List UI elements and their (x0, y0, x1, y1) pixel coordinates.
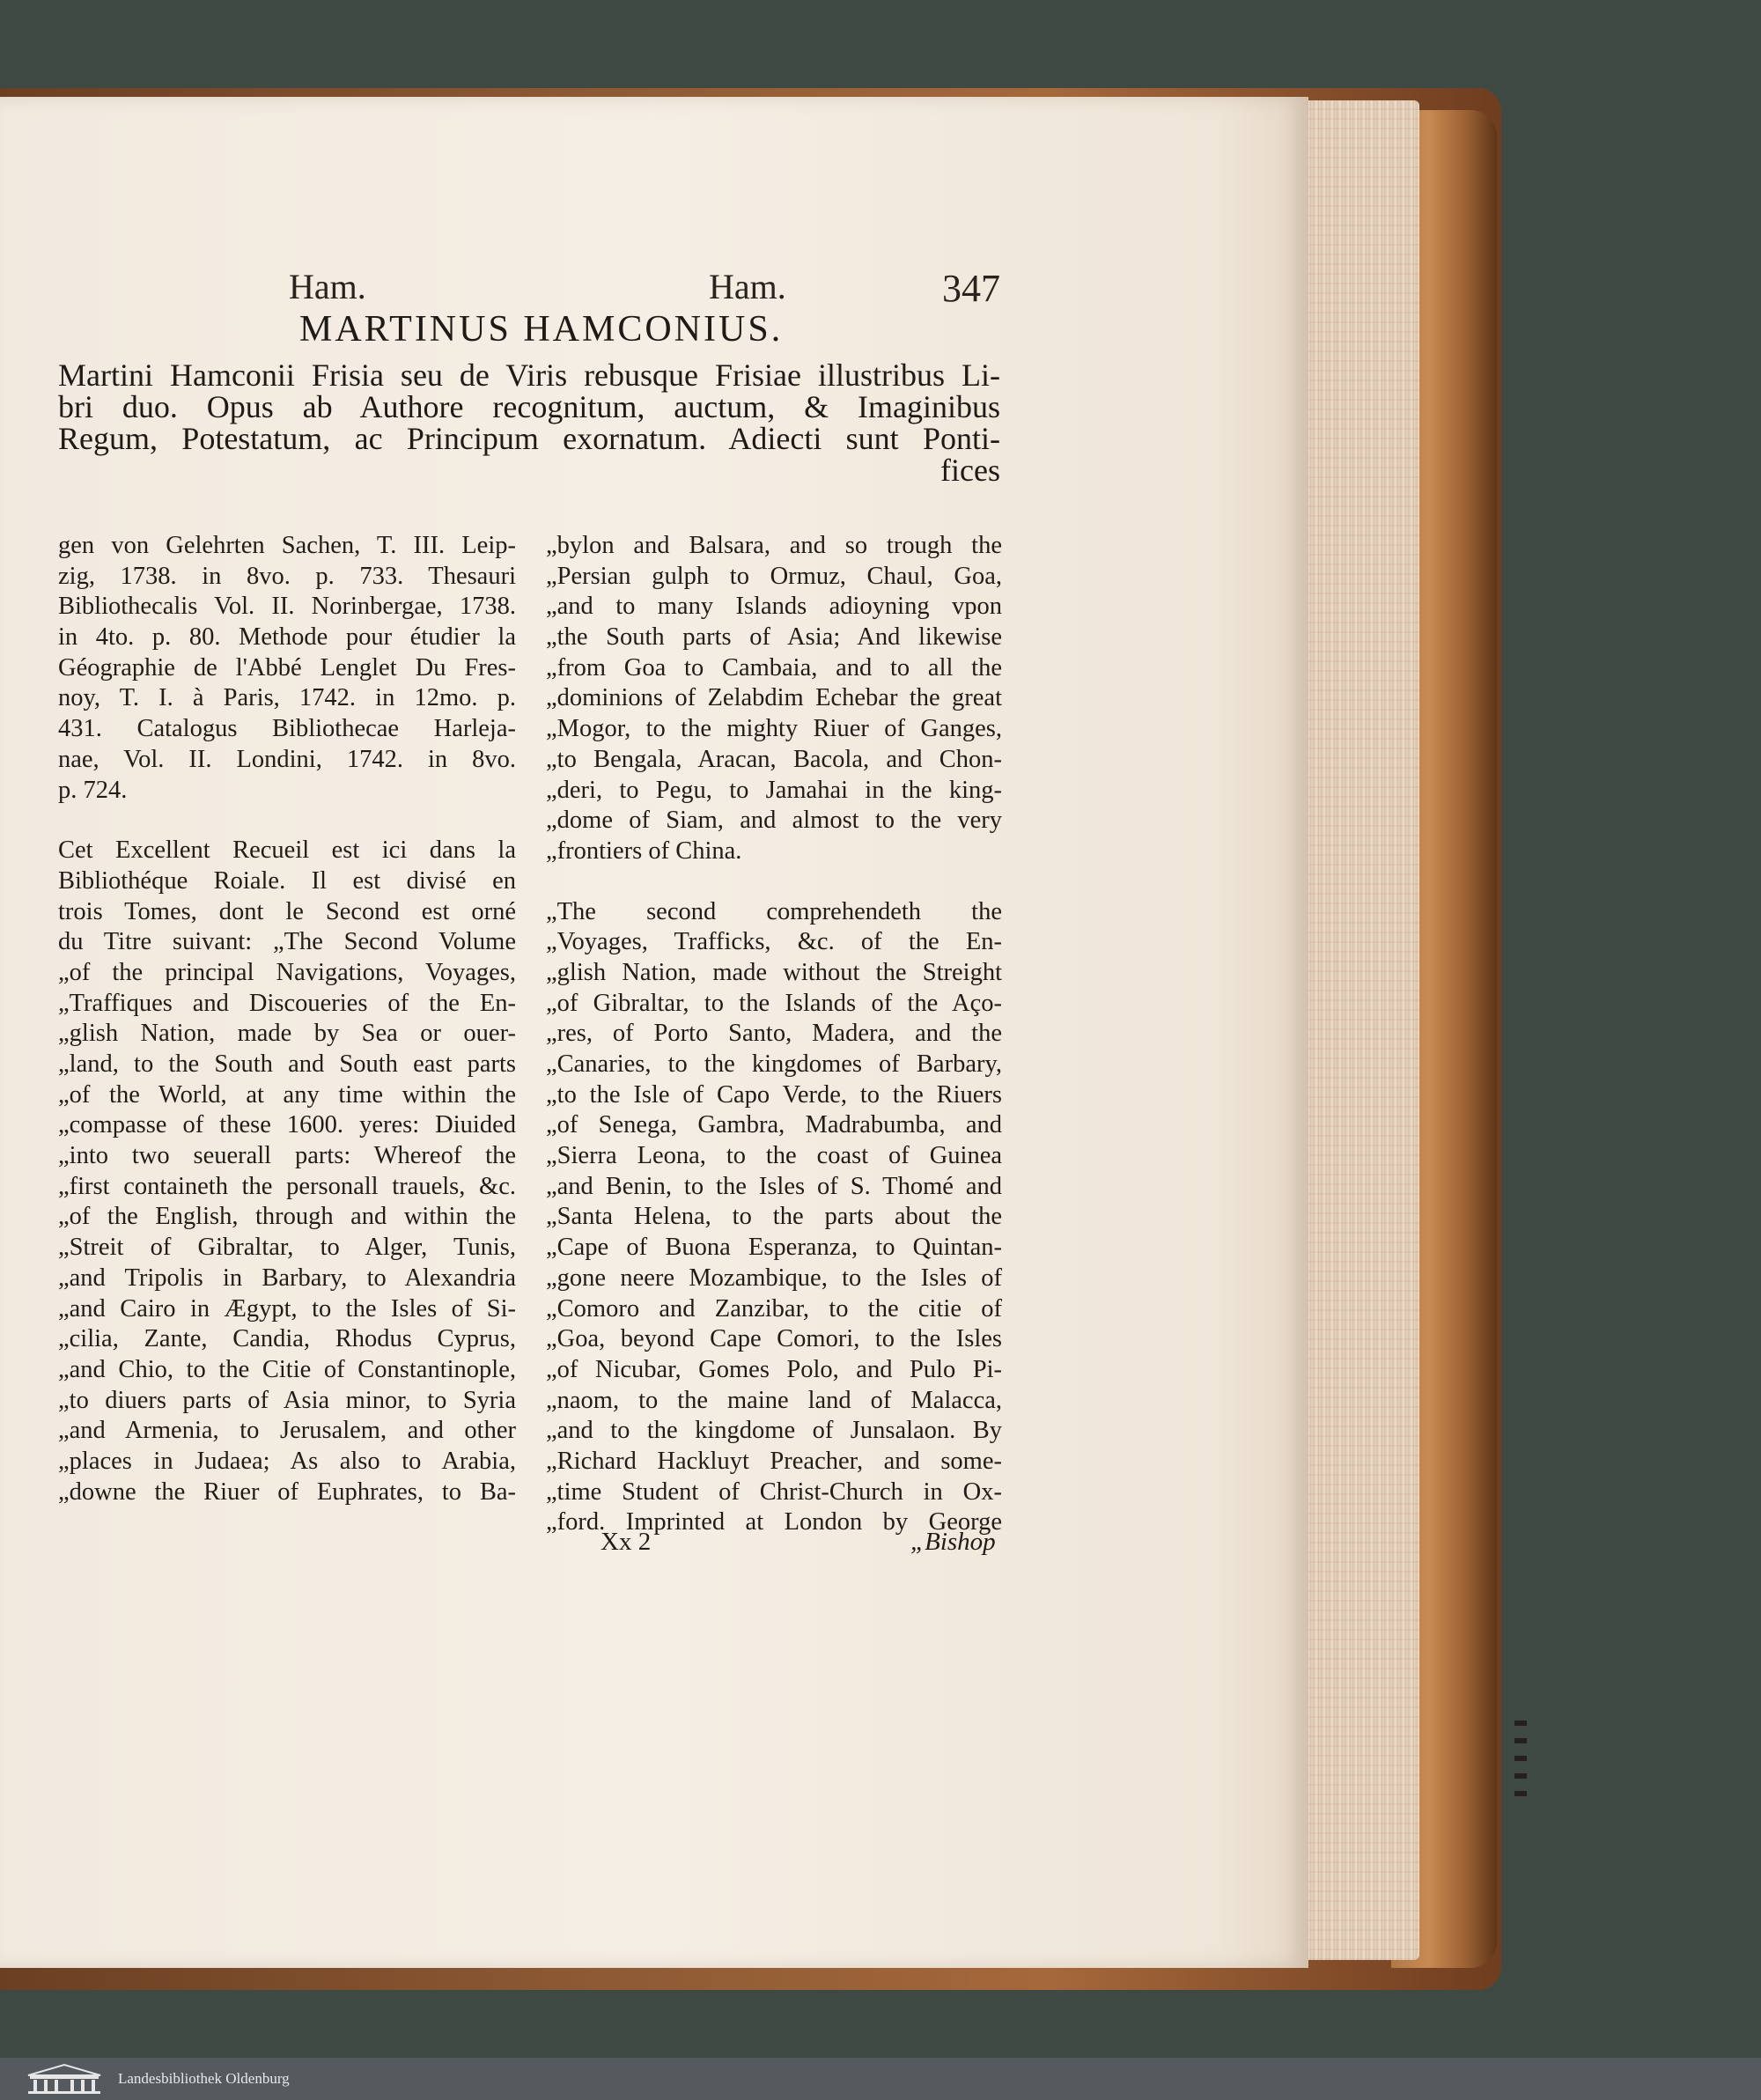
right-column-line: „from Goa to Cambaia, and to all the (546, 653, 1002, 682)
right-column-line: „Comoro and Zanzibar, to the citie of (546, 1294, 1002, 1323)
right-column-line: „time Student of Christ-Church in Ox- (546, 1477, 1002, 1506)
left-column-line: „compasse of these 1600. yeres: Diuided (58, 1111, 516, 1139)
right-column-line: „gone neere Mozambique, to the Isles of (546, 1264, 1002, 1292)
left-column-line: „of the World, at any time within the (58, 1080, 516, 1109)
right-column-line: „and Benin, to the Isles of S. Thomé and (546, 1172, 1002, 1200)
left-column-line: gen von Gelehrten Sachen, T. III. Leip- (58, 532, 516, 559)
page-edge-texture (1303, 100, 1419, 1960)
left-column-line: „land, to the South and South east parts (58, 1050, 516, 1078)
right-column-line: „of Gibraltar, to the Islands of the Aço- (546, 989, 1002, 1017)
left-column-line: „first containeth the personall trauels, &c. (58, 1172, 516, 1200)
entry-title: MARTINUS HAMCONIUS. (299, 309, 784, 350)
right-column-line: „dome of Siam, and almost to the very (546, 807, 1002, 835)
left-column-line: 431. Catalogus Bibliothecae Harleja- (58, 715, 516, 743)
left-column-line: „into two seuerall parts: Whereof the (58, 1142, 516, 1170)
right-column-line: „of Nicubar, Gomes Polo, and Pulo Pi- (546, 1355, 1002, 1383)
left-column-line: Cet Excellent Recueil est ici dans la (58, 836, 516, 865)
right-column-line: „of Senega, Gambra, Madrabumba, and (546, 1111, 1002, 1139)
left-column-line: in 4to. p. 80. Methode pour étudier la (58, 623, 516, 652)
left-column-line: „and Tripolis in Barbary, to Alexandria (58, 1264, 516, 1292)
running-head-center: Ham. (709, 267, 786, 306)
right-column-line: „Santa Helena, to the parts about the (546, 1203, 1002, 1231)
left-column-line: „to diuers parts of Asia minor, to Syria (58, 1386, 516, 1414)
left-column (58, 531, 516, 1507)
right-column-line: „Richard Hackluyt Preacher, and some- (546, 1447, 1002, 1475)
left-column-line: „and Armenia, to Jerusalem, and other (58, 1417, 516, 1445)
running-head-left: Ham. (289, 267, 366, 306)
left-column-line: du Titre suivant: „The Second Volume (58, 928, 516, 956)
catchword: „Bishop (910, 1528, 996, 1556)
left-column-line: „of the English, through and within the (58, 1203, 516, 1231)
right-column-line: „Sierra Leona, to the coast of Guinea (546, 1142, 1002, 1170)
right-column-line: „naom, to the maine land of Malacca, (546, 1386, 1002, 1414)
left-column-line: „glish Nation, made by Sea or ouer- (58, 1020, 516, 1048)
right-column-line: „glish Nation, made without the Streight (546, 958, 1002, 986)
right-column-line: „res, of Porto Santo, Madera, and the (546, 1020, 1002, 1048)
right-column-line: „to Bengala, Aracan, Bacola, and Chon- (546, 745, 1002, 773)
library-footer-bar (0, 2058, 1761, 2100)
right-column-line: „and to the kingdome of Junsalaon. By (546, 1417, 1002, 1445)
left-column-line: „downe the Riuer of Euphrates, to Ba- (58, 1477, 516, 1506)
left-column-line: noy, T. I. à Paris, 1742. in 12mo. p. (58, 684, 516, 712)
left-column-line: „places in Judaea; As also to Arabia, (58, 1447, 516, 1475)
intro-line: fices (940, 453, 1000, 488)
left-column-line: „Traffiques and Discoueries of the En- (58, 989, 516, 1017)
right-column-line: „Canaries, to the kingdomes of Barbary, (546, 1050, 1002, 1078)
right-column-paragraph-gap (546, 867, 1002, 897)
right-column-line: „deri, to Pegu, to Jamahai in the king- (546, 776, 1002, 804)
intro-line: bri duo. Opus ab Authore recognitum, auctum, & Imaginibus (58, 389, 1000, 424)
right-column-line: „dominions of Zelabdim Echebar the great (546, 684, 1002, 712)
right-column-line: „to the Isle of Capo Verde, to the Riuers (546, 1080, 1002, 1109)
left-column-line: Bibliothecalis Vol. II. Norinbergae, 1738. (58, 593, 516, 621)
left-column-line: „cilia, Zante, Candia, Rhodus Cyprus, (58, 1325, 516, 1353)
right-column-line: „the South parts of Asia; And likewise (546, 623, 1002, 652)
right-column-line: „bylon and Balsara, and so trough the (546, 532, 1002, 559)
tab-marks (1514, 1717, 1527, 1796)
right-column-line: „Cape of Buona Esperanza, to Quintan- (546, 1234, 1002, 1262)
left-column-line: Bibliothéque Roiale. Il est divisé en (58, 866, 516, 895)
right-column-line: „The second comprehendeth the (546, 897, 1002, 925)
left-column-line: Géographie de l'Abbé Lenglet Du Fres- (58, 653, 516, 682)
right-column-line: „Goa, beyond Cape Comori, to the Isles (546, 1325, 1002, 1353)
right-column (546, 531, 1002, 1538)
right-column-line: „Voyages, Trafficks, &c. of the En- (546, 928, 1002, 956)
intro-paragraph (58, 359, 1000, 486)
left-column-line: trois Tomes, dont le Second est orné (58, 897, 516, 925)
left-column-paragraph-gap (58, 806, 516, 836)
left-column-line: „Streit of Gibraltar, to Alger, Tunis, (58, 1234, 516, 1262)
right-column-line: „ford. Imprinted at London by George (546, 1508, 1002, 1536)
intro-line: Regum, Potestatum, ac Principum exornatum. Adiecti sunt Ponti- (58, 421, 1000, 456)
left-column-line: p. 724. (58, 776, 128, 804)
left-column-line: „and Cairo in Ægypt, to the Isles of Si- (58, 1294, 516, 1323)
library-building-icon (25, 2063, 104, 2095)
left-column-line: nae, Vol. II. Londini, 1742. in 8vo. (58, 745, 516, 773)
library-name: Landesbibliothek Oldenburg (118, 2070, 290, 2087)
right-column-line: „and to many Islands adioyning vpon (546, 593, 1002, 621)
page-number: 347 (942, 267, 1000, 310)
right-column-line: „frontiers of China. (546, 836, 742, 865)
right-column-line: „Persian gulph to Ormuz, Chaul, Goa, (546, 562, 1002, 590)
signature-mark: Xx 2 (601, 1528, 652, 1556)
left-column-line: „of the principal Navigations, Voyages, (58, 958, 516, 986)
left-column-line: zig, 1738. in 8vo. p. 733. Thesauri (58, 562, 516, 590)
left-column-line: „and Chio, to the Citie of Constantinople, (58, 1355, 516, 1383)
intro-line: Martini Hamconii Frisia seu de Viris rebusque Frisiae illustribus Li- (58, 357, 1000, 393)
right-column-line: „Mogor, to the mighty Riuer of Ganges, (546, 715, 1002, 743)
